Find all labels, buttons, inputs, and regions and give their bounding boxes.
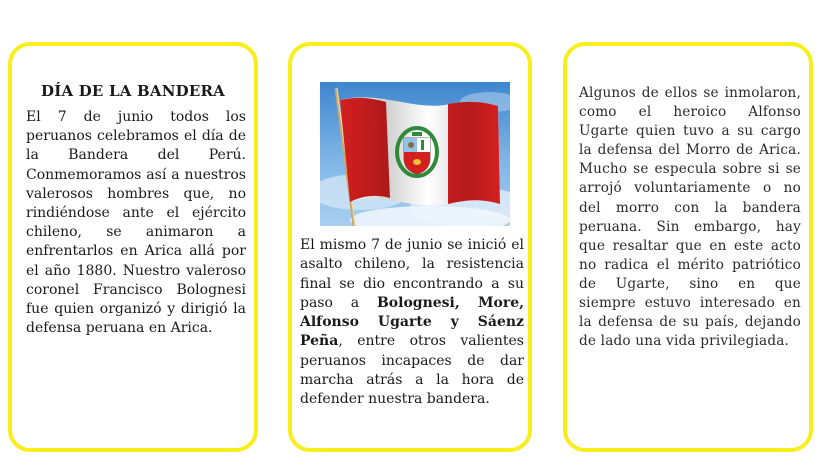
- panel-text: Algunos de ellos se inmolaron, como el heroico Alfonso Ugarte quien tuvo a su cargo la defensa del Morro de Arica. Mucho se especula sobre si se arrojó voluntariamente o no del morro con la bandera peruana. Sin embargo, hay que resaltar que en este acto no radica el mérito patriótico de Ugarte, sino en que siempre estuvo interesado en la defensa de su país, dejando de lado una vida privilegiada.: [579, 85, 801, 350]
- panel-alfonso-ugarte: [563, 42, 813, 452]
- text-before: El mismo 7 de junio se inició el asalto chileno, la resistencia final se dio encontrando a su paso a: [300, 237, 524, 311]
- panel-text: El 7 de junio todos los peruanos celebramos el día de la Bandera del Perú. Conmemoramos así a nuestros valerosos hombres que, no rindiéndose ante el ejército chileno, se animaron a enfrentarlos en Arica allá por el año 1880. Nuestro valeroso coronel Francisco Bolognesi fue quien organizó y dirigió la defensa peruana en Arica.: [26, 109, 246, 337]
- panel-dia-de-la-bandera: [8, 42, 258, 452]
- peru-flag-image: [320, 82, 510, 226]
- panel-title: DÍA DE LA BANDERA: [41, 82, 225, 100]
- heroes-names: Bolognesi, More, Alfonso Ugarte y Sáenz Peña: [300, 294, 524, 350]
- panel-asalto-chileno: [288, 42, 532, 452]
- text-after: , entre otros valientes peruanos incapaces de dar marcha atrás a la hora de defender nuestra bandera.: [300, 333, 524, 408]
- panel-text: [300, 236, 524, 410]
